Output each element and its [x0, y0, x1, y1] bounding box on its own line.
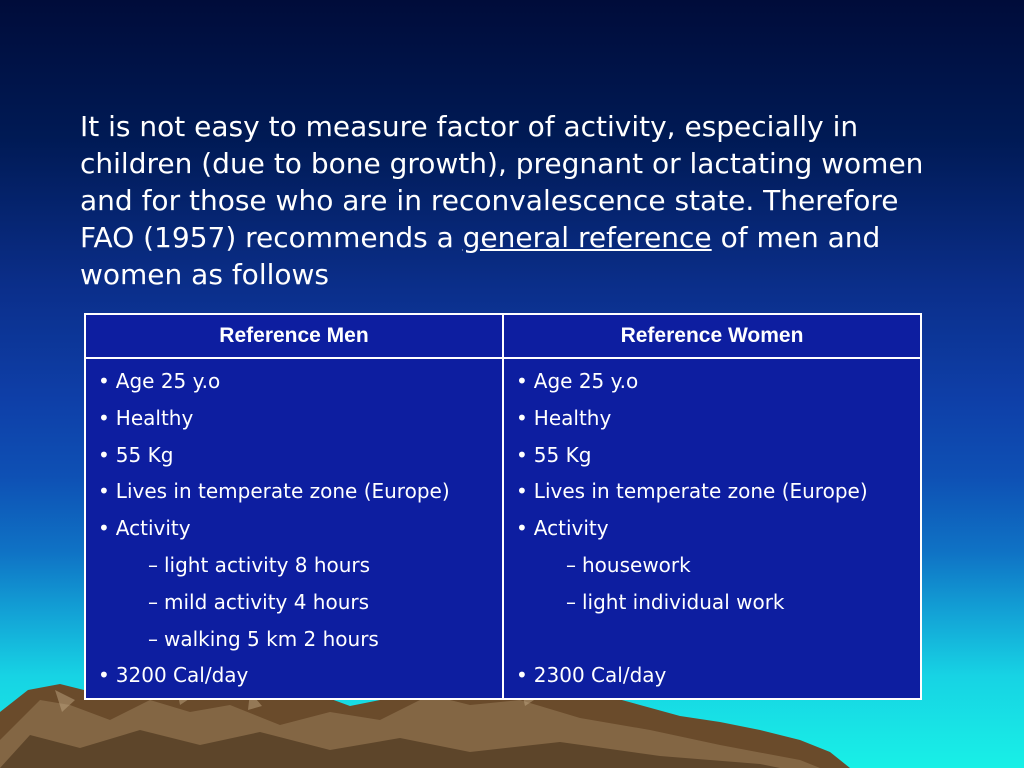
- list-item-text: Healthy: [115, 405, 194, 430]
- bullet-marker: •: [516, 516, 528, 541]
- list-item: [516, 661, 920, 698]
- bullet-marker: •: [516, 405, 528, 430]
- intro-text-end: of men and women as follows: [80, 221, 881, 291]
- list-item: [98, 588, 502, 625]
- list-item-text: 2300 Cal/day: [533, 663, 667, 688]
- list-item: [516, 477, 920, 514]
- list-item: [516, 588, 920, 625]
- list-item: [98, 404, 502, 441]
- list-item-text: 55 Kg: [533, 442, 592, 467]
- dash-marker: –: [148, 589, 158, 614]
- list-item-text: 55 Kg: [115, 442, 174, 467]
- list-item-text: Activity: [115, 516, 191, 541]
- general-reference-link: general reference: [462, 221, 712, 254]
- header-reference-men: Reference Men: [85, 314, 503, 358]
- list-item: [516, 441, 920, 478]
- table-row: [85, 358, 921, 699]
- bullet-marker: •: [98, 516, 110, 541]
- list-item: [516, 367, 920, 404]
- list-item: [98, 477, 502, 514]
- bullet-marker: •: [516, 663, 528, 688]
- women-cell: [503, 358, 921, 699]
- reference-table: [84, 313, 922, 700]
- list-item: [98, 551, 502, 588]
- bullet-marker: •: [98, 663, 110, 688]
- header-reference-women: Reference Women: [503, 314, 921, 358]
- list-item-text: housework: [582, 552, 691, 577]
- bullet-marker: •: [98, 442, 110, 467]
- dash-marker: –: [566, 552, 576, 577]
- list-item-text: 3200 Cal/day: [115, 663, 249, 688]
- list-item: [98, 514, 502, 551]
- table-header-row: [85, 314, 921, 358]
- women-list: [516, 367, 920, 698]
- list-item: [98, 441, 502, 478]
- dash-marker: –: [148, 626, 158, 651]
- bullet-marker: •: [516, 442, 528, 467]
- intro-text: It is not easy to measure factor of activity, especially in children (due to bone growth), pregnant or lactating women and for those who are in reconvalescence state. Therefore FAO (1957) recommends a: [80, 110, 924, 254]
- intro-paragraph: [80, 108, 960, 293]
- list-item: [516, 404, 920, 441]
- bullet-marker: •: [516, 479, 528, 504]
- list-item: [516, 625, 920, 662]
- list-item-text: Lives in temperate zone (Europe): [115, 479, 450, 504]
- bullet-marker: •: [98, 405, 110, 430]
- list-item-text: Age 25 y.o: [533, 369, 639, 393]
- list-item-text: light activity 8 hours: [164, 552, 371, 577]
- dash-marker: –: [148, 552, 158, 577]
- list-item: [98, 661, 502, 698]
- men-cell: [85, 358, 503, 699]
- dash-marker: –: [566, 589, 576, 614]
- bullet-marker: •: [516, 369, 528, 393]
- list-item: [98, 367, 502, 404]
- list-item: [516, 551, 920, 588]
- list-item-text: Activity: [533, 516, 609, 541]
- men-list: [98, 367, 502, 698]
- list-item-text: Age 25 y.o: [115, 369, 221, 393]
- list-item-text: mild activity 4 hours: [164, 589, 370, 614]
- list-item-text: walking 5 km 2 hours: [164, 626, 379, 651]
- list-item-text: light individual work: [582, 589, 785, 614]
- list-item: [98, 625, 502, 662]
- list-item: [516, 514, 920, 551]
- bullet-marker: •: [98, 479, 110, 504]
- bullet-marker: •: [98, 369, 110, 393]
- list-item-text: Lives in temperate zone (Europe): [533, 479, 868, 504]
- list-item-text: Healthy: [533, 405, 612, 430]
